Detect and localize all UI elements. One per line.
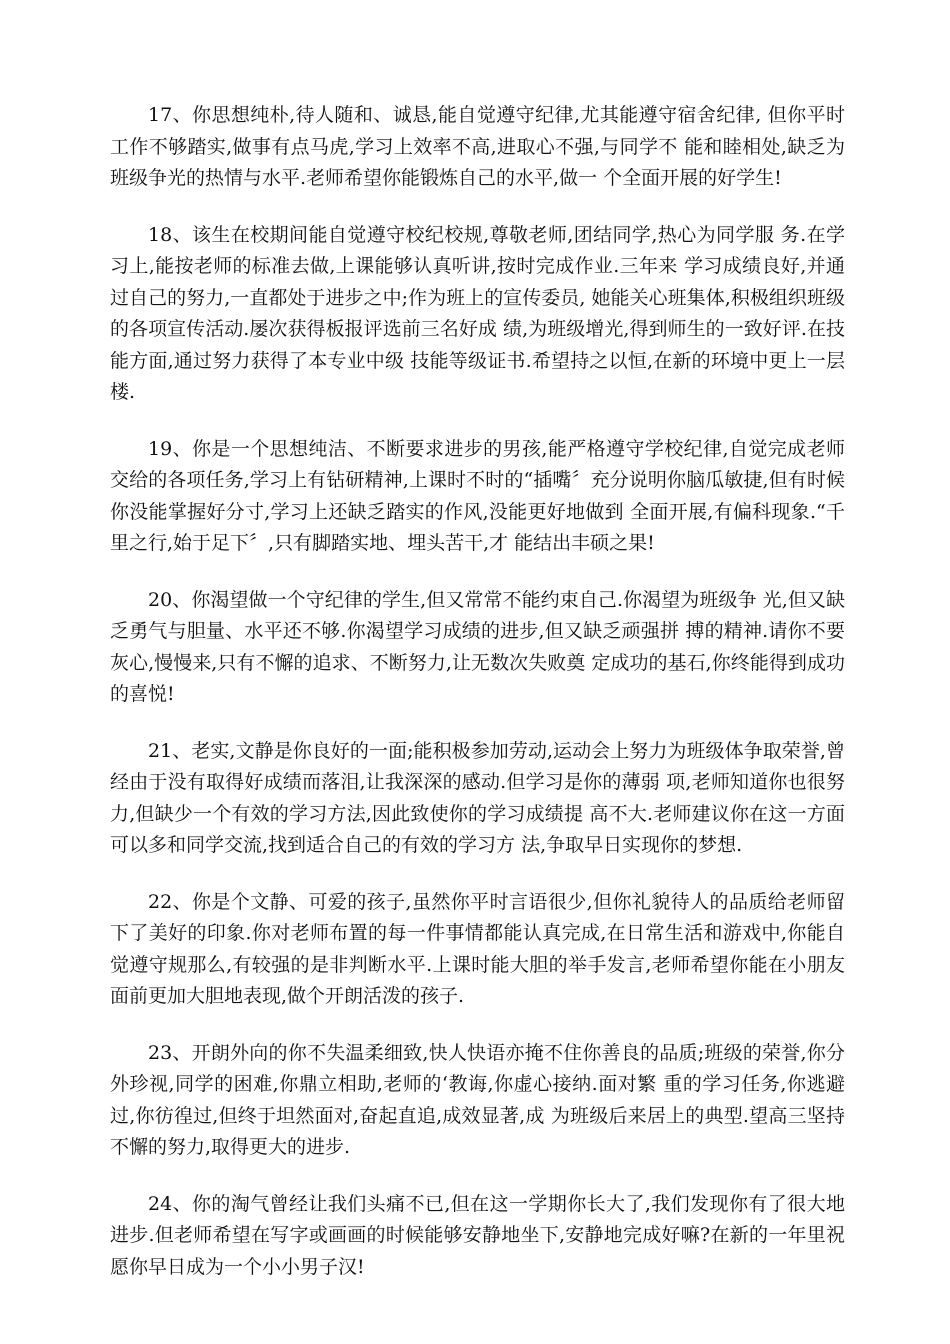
paragraph-19: 19、你是一个思想纯洁、不断要求进步的男孩,能严格遵守学校纪律,自觉完成老师交给的各项任务,学习上有钻研精神,上课时不时的“插嘴〞充分说明你脑瓜敏捷,但有时候你没能掌握好分寸,学习上还缺乏踏实的作风,没能更好地做到 全面开展,有偏科现象.“千里之行,始于足下〞,只有脚踏实地、埋头苦干,才 能结出丰硕之果! — [110, 437, 845, 554]
paragraph-23: 23、开朗外向的你不失温柔细致,快人快语亦掩不住你善良的品质;班级的荣誉,你分外珍视,同学的困难,你鼎立相助,老师的‘教诲,你虚心接纳.面对繁 重的学习任务,你逃避过,你彷徨过,但终于坦然面对,奋起直追,成效显著,成 为班级后来居上的典型.望高三坚持不懈的努力,取得更大的进步. — [110, 1041, 845, 1158]
document-body — [110, 100, 845, 1308]
paragraph-20: 20、你渴望做一个守纪律的学生,但又常常不能约束自己.你渴望为班级争 光,但又缺乏勇气与胆量、水平还不够.你渴望学习成绩的进步,但又缺乏顽强拼 搏的精神.请你不要灰心,慢慢来,只有不懈的追求、不断努力,让无数次失败奠 定成功的基石,你终能得到成功的喜悦! — [110, 588, 845, 705]
paragraph-21: 21、老实,文静是你良好的一面;能积极参加劳动,运动会上努力为班级体争取荣誉,曾经由于没有取得好成绩而落泪,让我深深的感动.但学习是你的薄弱 项,老师知道你也很努力,但缺少一个有效的学习方法,因此致使你的学习成绩提 高不大.老师建议你在这一方面可以多和同学交流,找到适合自己的有效的学习方 法,争取早日实现你的梦想. — [110, 739, 845, 856]
paragraph-18: 18、该生在校期间能自觉遵守校纪校规,尊敬老师,团结同学,热心为同学服 务.在学习上,能按老师的标准去做,上课能够认真听讲,按时完成作业.三年来 学习成绩良好,并通过自己的努力,一直都处于进步之中;作为班上的宣传委员, 她能关心班集体,积极组织班级的各项宣传活动.屡次获得板报评选前三名好成 绩,为班级增光,得到师生的一致好评.在技能方面,通过努力获得了本专业中级 技能等级证书.希望持之以恒,在新的环境中更上一层楼. — [110, 223, 845, 403]
paragraph-17: 17、你思想纯朴,待人随和、诚恳,能自觉遵守纪律,尤其能遵守宿舍纪律, 但你平时工作不够踏实,做事有点马虎,学习上效率不高,进取心不强,与同学不 能和睦相处,缺乏为班级争光的热情与水平.老师希望你能锻炼自己的水平,做一 个全面开展的好学生! — [110, 104, 845, 189]
paragraph-22: 22、你是个文静、可爱的孩子,虽然你平时言语很少,但你礼貌待人的品质给老师留下了美好的印象.你对老师布置的每一件事情都能认真完成,在日常生活和游戏中,你能自觉遵守规那么,有较强的是非判断水平.上课时能大胆的举手发言,老师希望你能在小朋友面前更加大胆地表现,做个开朗活泼的孩子. — [110, 890, 845, 1007]
paragraph-24: 24、你的淘气曾经让我们头痛不已,但在这一学期你长大了,我们发现你有了很大地进步.但老师希望在写字或画画的时候能够安静地坐下,安静地完成好嘛?在新的一年里祝愿你早日成为一个小小男子汉! — [110, 1192, 845, 1278]
